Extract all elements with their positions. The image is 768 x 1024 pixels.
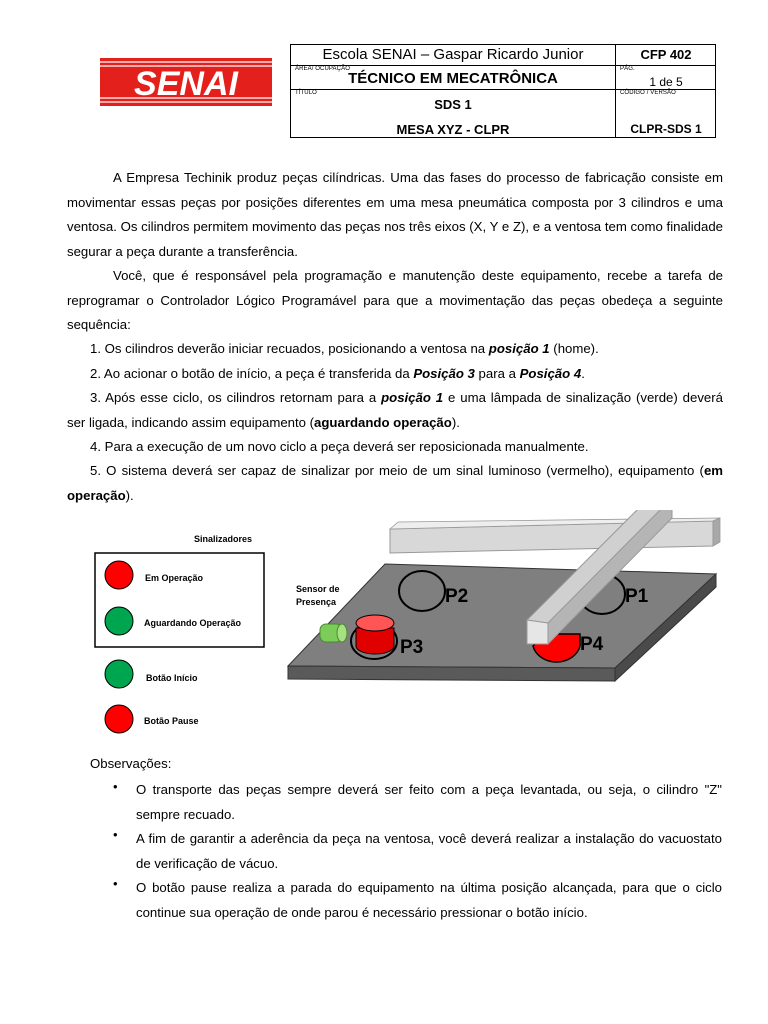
list-item-3: 3. Após esse ciclo, os cilindros retornam para a posição 1 e uma lâmpada de sinalização (verde) deverá ser ligada, indicando assim equipamento (aguardando operação). bbox=[67, 390, 723, 430]
paragraph-intro: A Empresa Techinik produz peças cilíndricas. Uma das fases do processo de fabricação consiste em movimentar essas peças por posições diferentes em uma mesa pneumática composta por 3 cilindros e uma ventosa. Os cilindros permitem movimento das peças nos três eixos (X, Y e Z), e a ventosa tem como finalidade segurar a peça durante a transferência. bbox=[67, 170, 723, 259]
table-plate-icon bbox=[288, 564, 716, 668]
xyz-table-diagram bbox=[0, 510, 768, 750]
list-item-2: 2. Ao acionar o botão de início, a peça é transferida da Posição 3 para a Posição 4. bbox=[90, 366, 585, 381]
bullet-icon: • bbox=[113, 876, 118, 891]
pause-button-label: Botão Pause bbox=[144, 716, 199, 726]
sensor-label-line1: Sensor de bbox=[296, 584, 340, 594]
running-lamp-icon bbox=[105, 561, 133, 589]
page-number: 1 de 5 bbox=[649, 75, 683, 89]
waiting-lamp-icon bbox=[105, 607, 133, 635]
workpiece-icon bbox=[356, 628, 394, 654]
observation-3: O botão pause realiza a parada do equipamento na última posição alcançada, para que o ciclo continue sua operação de onde parou é necessário pressionar o botão início. bbox=[136, 880, 722, 920]
list-item-5: 5. O sistema deverá ser capaz de sinalizar por meio de um sinal luminoso (vermelho), equipamento (em operação). bbox=[67, 463, 723, 503]
list-item-4: 4. Para a execução de um novo ciclo a peça deverá ser reposicionada manualmente. bbox=[90, 439, 589, 454]
area-label: ÁREA/ OCUPAÇÃO bbox=[295, 66, 350, 72]
running-lamp-label: Em Operação bbox=[145, 573, 204, 583]
position-2-label: P2 bbox=[445, 586, 469, 607]
list-item-1: 1. Os cilindros deverão iniciar recuados, posicionando a ventosa na posição 1 (home). bbox=[90, 341, 599, 356]
title-label: TÍTULO bbox=[295, 90, 317, 96]
code-label: CÓDIGO / VERSÃO bbox=[620, 90, 676, 96]
document-title: MESA XYZ - CLPR bbox=[396, 122, 510, 137]
area-value: TÉCNICO EM MECATRÔNICA bbox=[348, 70, 558, 87]
senai-logo bbox=[100, 58, 272, 106]
start-button-icon bbox=[105, 660, 133, 688]
position-1-label: P1 bbox=[625, 586, 649, 607]
waiting-lamp-label: Aguardando Operação bbox=[144, 618, 242, 628]
document-header bbox=[290, 44, 716, 138]
signals-title: Sinalizadores bbox=[194, 534, 253, 544]
observations-title: Observações: bbox=[90, 756, 172, 771]
pause-button-icon bbox=[105, 705, 133, 733]
position-3-label: P3 bbox=[400, 637, 424, 658]
school-name: Escola SENAI – Gaspar Ricardo Junior bbox=[322, 46, 584, 63]
bullet-icon: • bbox=[113, 779, 118, 794]
doc-code: CFP 402 bbox=[640, 47, 692, 62]
sds-value: SDS 1 bbox=[434, 97, 472, 112]
logo-text: SENAI bbox=[134, 65, 238, 103]
position-4-label: P4 bbox=[580, 634, 604, 655]
version-code: CLPR-SDS 1 bbox=[630, 122, 702, 136]
paragraph-task: Você, que é responsável pela programação e manutenção deste equipamento, recebe a tarefa de reprogramar o Controlador Lógico Programável para que a movimentação das peças obedeça a seguinte sequência: bbox=[67, 268, 723, 332]
page-label: PÁG. bbox=[620, 66, 635, 72]
start-button-label: Botão Início bbox=[146, 673, 198, 683]
sensor-label-line2: Presença bbox=[296, 597, 337, 607]
bullet-icon: • bbox=[113, 827, 118, 842]
observation-2: A fim de garantir a aderência da peça na ventosa, você deverá realizar a instalação do vacuostato de verificação de vácuo. bbox=[136, 831, 722, 871]
observation-1: O transporte das peças sempre deverá ser feito com a peça levantada, ou seja, o cilindro "Z" sempre recuado. bbox=[136, 782, 722, 822]
